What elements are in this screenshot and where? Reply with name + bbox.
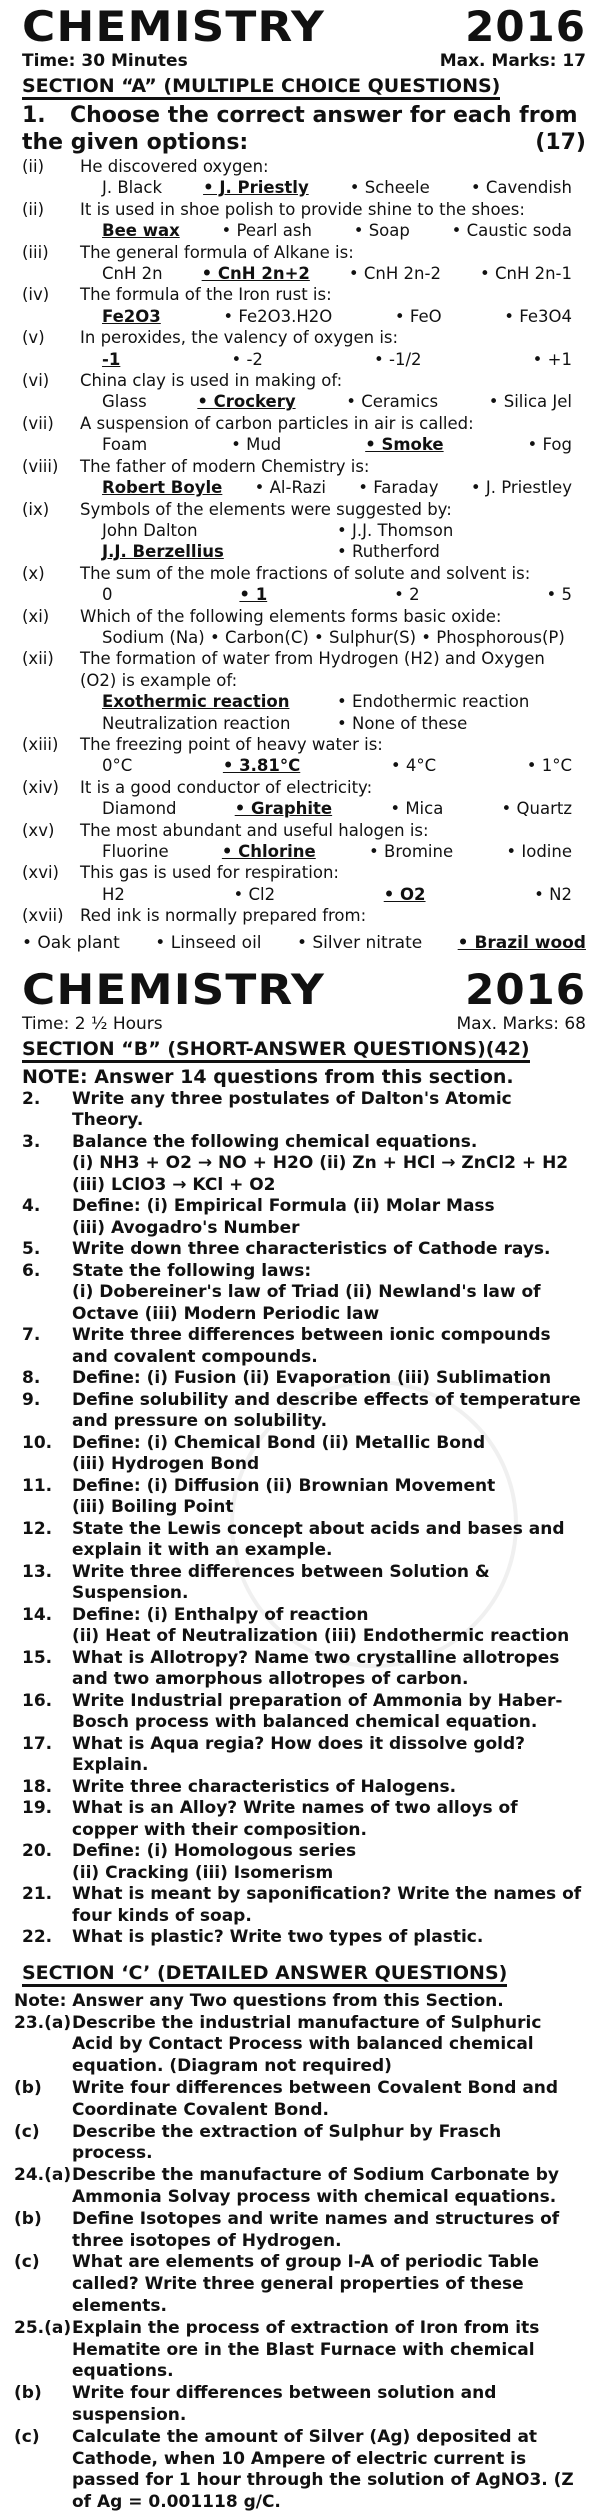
mcq-text: The general formula of Alkane is: bbox=[80, 242, 354, 262]
question-row bbox=[0, 1841, 600, 1863]
mcq-option: Diamond bbox=[102, 799, 177, 819]
mcq-option: • +1 bbox=[532, 349, 572, 369]
paper2-subject: CHEMISTRY bbox=[22, 964, 325, 1014]
question-number: 5. bbox=[22, 1239, 41, 1260]
question-number: (c) bbox=[14, 2426, 40, 2447]
mcq-question bbox=[22, 820, 586, 841]
question-row bbox=[0, 1798, 600, 1841]
mcq-number: (xii) bbox=[22, 649, 54, 669]
mcq-options bbox=[22, 349, 586, 370]
mcq-options bbox=[22, 263, 586, 284]
mcq-option: • Cavendish bbox=[470, 178, 572, 198]
mcq-option: • Fe3O4 bbox=[504, 306, 572, 326]
paper1-subject: CHEMISTRY bbox=[22, 2, 325, 51]
question-text: Write four differences between Covalent Bond and Coordinate Covalent Bond. bbox=[72, 2078, 559, 2120]
question-text: Write down three characteristics of Cathode rays. bbox=[72, 1239, 551, 1260]
mcq-option: • 3.81°C bbox=[222, 756, 301, 776]
question-number: 4. bbox=[22, 1196, 41, 1217]
mcq-option: 0°C bbox=[102, 756, 133, 776]
mcq-option: Fe2O3 bbox=[102, 306, 161, 326]
mcq-option: Fluorine bbox=[102, 842, 169, 861]
mcq-question bbox=[22, 670, 586, 691]
mcq-option: • 1 bbox=[239, 585, 268, 605]
question-text: Write three differences between Solution & Suspension. bbox=[72, 1561, 490, 1604]
question-subpart: (i) Dobereiner's law of Triad (ii) Newland's law of bbox=[72, 1282, 541, 1303]
question-row bbox=[0, 1325, 600, 1368]
mcq-option: • Soap bbox=[353, 221, 410, 241]
mcq-option: • Pearl ash bbox=[221, 221, 312, 241]
mcq-option: • CnH 2n-2 bbox=[348, 264, 441, 284]
question-text: Calculate the amount of Silver (Ag) deposited at Cathode, when 10 Ampere of electric current is passed for 1 hour through the solution of AgNO3. (Z of Ag = 0.001118 g/C. bbox=[72, 2426, 574, 2513]
mcq-option: • Mud bbox=[231, 435, 282, 455]
mcq-text: The formula of the Iron rust is: bbox=[80, 285, 332, 305]
mcq-option: • Faraday bbox=[358, 478, 439, 498]
question-row bbox=[0, 1927, 600, 1949]
mcq-number: (xiii) bbox=[22, 734, 59, 754]
mcq-option: • CnH 2n+2 bbox=[201, 264, 310, 284]
mcq-text: He discovered oxygen: bbox=[80, 157, 269, 176]
mcq-option: • Quartz bbox=[501, 799, 572, 819]
question-text: Define: (i) Empirical Formula (ii) Molar Mass bbox=[72, 1196, 495, 1217]
mcq-options bbox=[22, 177, 586, 198]
question-row bbox=[0, 1734, 600, 1777]
question-subpart: (iii) Hydrogen Bond bbox=[72, 1454, 260, 1475]
question-text: Write three differences between ionic compounds and covalent compounds. bbox=[72, 1325, 551, 1367]
question-number: (b) bbox=[14, 2208, 42, 2229]
question-text: What are elements of group I-A of periodic Table called? Write three general properties of these elements. bbox=[72, 2252, 539, 2316]
mcq-number: (ix) bbox=[22, 499, 50, 519]
mcq-option: • 2 bbox=[394, 585, 420, 605]
mcq-text: The freezing point of heavy water is: bbox=[80, 734, 383, 754]
mcq-option: • FeO bbox=[394, 306, 442, 326]
question-number: 15. bbox=[22, 1647, 53, 1668]
mcq-option: • Bromine bbox=[369, 842, 454, 861]
question-row bbox=[0, 2252, 600, 2317]
mcq-options bbox=[22, 841, 586, 862]
question-text: Define: (i) Chemical Bond (ii) Metallic Bond bbox=[72, 1432, 486, 1453]
mcq-option: Bee wax bbox=[102, 221, 180, 241]
question-row bbox=[0, 1884, 600, 1927]
question-text: Describe the manufacture of Sodium Carbonate by Ammonia Solvay process with chemical equations. bbox=[72, 2165, 559, 2207]
mcq-options bbox=[22, 691, 586, 734]
question-text: What is plastic? Write two types of plastic. bbox=[72, 1927, 484, 1948]
mcq-text: Which of the following elements forms basic oxide: bbox=[80, 606, 502, 626]
question-number: 2. bbox=[22, 1088, 41, 1109]
mcq-option: Robert Boyle bbox=[102, 478, 223, 498]
question-text: Define: (i) Diffusion (ii) Brownian Movement bbox=[72, 1475, 496, 1496]
question-row bbox=[0, 1691, 600, 1734]
mcq-option: • Mica bbox=[390, 799, 444, 819]
question-subpart: (ii) Heat of Neutralization (iii) Endothermic reaction bbox=[72, 1626, 570, 1647]
mcq-option: Glass bbox=[102, 392, 147, 412]
mcq-question bbox=[22, 734, 586, 755]
question-text: Describe the industrial manufacture of Sulphuric Acid by Contact Process with balanced chemical equation. (Diagram not required) bbox=[72, 2012, 542, 2077]
mcq-question bbox=[22, 563, 586, 584]
mcq-option: • Fog bbox=[527, 435, 572, 455]
question-number: 23.(a) bbox=[14, 2012, 72, 2033]
question-row bbox=[0, 1089, 600, 1132]
watermark-seal bbox=[230, 1380, 518, 1668]
q17-options bbox=[0, 927, 600, 953]
question-text: Describe the extraction of Sulphur by Frasch process. bbox=[72, 2121, 502, 2164]
mcq-question bbox=[22, 905, 586, 926]
mcq-text: The father of modern Chemistry is: bbox=[80, 456, 370, 476]
mcq-option: • 5 bbox=[546, 585, 572, 605]
paper2-year: 2016 bbox=[465, 964, 586, 1014]
section-b-note: NOTE: Answer 14 questions from this section. bbox=[22, 1065, 514, 1088]
paper2-meta bbox=[0, 1013, 600, 1035]
mcq-number: (iv) bbox=[22, 285, 50, 305]
question-row bbox=[0, 1239, 600, 1261]
mcq-question bbox=[22, 456, 586, 477]
mcq-text: The sum of the mole fractions of solute and solvent is: bbox=[80, 563, 531, 583]
question-row bbox=[0, 1132, 600, 1154]
question-subpart: (i) NH3 + O2 → NO + H2O (ii) Zn + HCl → ZnCl2 + H2 bbox=[72, 1153, 569, 1174]
mcq-number: (xvii) bbox=[22, 906, 64, 926]
mcq-option: • -1/2 bbox=[374, 349, 422, 369]
mcq-question bbox=[22, 499, 586, 520]
question-text: Write Industrial preparation of Ammonia by Haber-Bosch process with balanced chemical equation. bbox=[72, 1690, 563, 1733]
mcq-question bbox=[22, 413, 586, 434]
mcq-option: • O2 bbox=[383, 884, 426, 904]
mcq-question bbox=[22, 862, 586, 883]
question-text: Balance the following chemical equations. bbox=[72, 1131, 478, 1152]
mcq-options bbox=[22, 584, 586, 605]
mcq-number: (ii) bbox=[22, 199, 45, 219]
mcq-options bbox=[22, 755, 586, 776]
section-c-note: Note: Answer any Two questions from this Section. bbox=[14, 1990, 504, 2011]
mcq-option: J. Black bbox=[102, 178, 162, 198]
section-c-questions bbox=[0, 2013, 600, 2514]
mcq-question bbox=[22, 156, 586, 177]
mcq-text: China clay is used in making of: bbox=[80, 371, 343, 391]
mcq-option: 0 bbox=[102, 585, 113, 605]
question-row bbox=[0, 1196, 600, 1218]
mcq-options bbox=[22, 477, 586, 498]
mcq-option: • J.J. Thomson bbox=[337, 520, 454, 540]
mcq-options bbox=[22, 520, 586, 563]
question-text: Write four differences between solution and suspension. bbox=[72, 2383, 497, 2425]
mcq-option: • Ceramics bbox=[346, 392, 439, 412]
mcq-option: • Silver nitrate bbox=[296, 932, 423, 953]
question-row bbox=[0, 1777, 600, 1799]
mcq-option: • None of these bbox=[337, 713, 468, 733]
paper1-time: Time: 30 Minutes bbox=[22, 51, 188, 71]
mcq-option: • Scheele bbox=[349, 178, 430, 198]
mcq-number: (xvi) bbox=[22, 863, 59, 883]
paper1-header bbox=[0, 4, 600, 50]
mcq-question bbox=[22, 199, 586, 220]
mcq-number: (viii) bbox=[22, 456, 59, 476]
mcq-option: • J. Priestly bbox=[203, 178, 309, 198]
mcq-text: This gas is used for respiration: bbox=[80, 863, 339, 883]
mcq-list bbox=[0, 156, 600, 927]
question-text: What is Aqua regia? How does it dissolve gold? Explain. bbox=[72, 1733, 526, 1776]
question-number: 8. bbox=[22, 1368, 41, 1389]
question-number: 12. bbox=[22, 1518, 53, 1539]
question-number: (c) bbox=[14, 2121, 40, 2142]
section-b-title: SECTION “B” (SHORT-ANSWER QUESTIONS)(42) bbox=[22, 1037, 600, 1061]
paper1-meta bbox=[0, 50, 600, 72]
paper1-marks: Max. Marks: 17 bbox=[439, 51, 586, 71]
mcq-question bbox=[22, 370, 586, 391]
mcq-option: • Chlorine bbox=[221, 842, 316, 861]
mcq-text: Red ink is normally prepared from: bbox=[80, 906, 367, 926]
mcq-option: • N2 bbox=[534, 884, 572, 904]
question-subpart: (iii) Avogadro's Number bbox=[72, 1217, 300, 1238]
mcq-options bbox=[22, 884, 586, 905]
question-number: 19. bbox=[22, 1798, 53, 1819]
question-number: (c) bbox=[14, 2252, 40, 2273]
mcq-option: CnH 2n bbox=[102, 264, 163, 284]
question-number: 20. bbox=[22, 1841, 53, 1862]
question-number: 6. bbox=[22, 1260, 41, 1281]
mcq-option: • CnH 2n-1 bbox=[479, 264, 572, 284]
question-number: 7. bbox=[22, 1325, 41, 1346]
mcq-options bbox=[22, 391, 586, 412]
question-1: 1. Choose the correct answer for each from the given options: (17) bbox=[22, 103, 586, 155]
question-number: 24.(a) bbox=[14, 2165, 72, 2186]
mcq-option: • Crockery bbox=[197, 392, 296, 412]
mcq-text: It is a good conductor of electricity: bbox=[80, 777, 373, 797]
paper2-header bbox=[0, 964, 600, 1014]
question-number: 25.(a) bbox=[14, 2317, 72, 2338]
question-row bbox=[0, 1368, 600, 1390]
section-c-title: SECTION ‘C’ (DETAILED ANSWER QUESTIONS) bbox=[22, 1961, 600, 1985]
mcq-text: It is used in shoe polish to provide shine to the shoes: bbox=[80, 199, 525, 219]
mcq-number: (ii) bbox=[22, 157, 45, 176]
question-row bbox=[0, 2383, 600, 2427]
paper2-time: Time: 2 ½ Hours bbox=[22, 1013, 163, 1034]
mcq-text: Symbols of the elements were suggested by: bbox=[80, 499, 452, 519]
mcq-options bbox=[22, 798, 586, 819]
mcq-number: (xiv) bbox=[22, 777, 59, 797]
question-number: 3. bbox=[22, 1131, 41, 1152]
question-text: Define Isotopes and write names and structures of three isotopes of Hydrogen. bbox=[72, 2208, 560, 2251]
mcq-option: -1 bbox=[102, 349, 121, 369]
mcq-option: H2 bbox=[102, 884, 125, 904]
question-text: Write any three postulates of Dalton's Atomic Theory. bbox=[72, 1088, 512, 1131]
question-row bbox=[0, 1261, 600, 1283]
mcq-text: The formation of water from Hydrogen (H2) and Oxygen bbox=[80, 649, 545, 669]
mcq-question bbox=[22, 606, 586, 627]
question-subpart: (iii) Boiling Point bbox=[72, 1497, 234, 1518]
mcq-number: (vii) bbox=[22, 413, 54, 433]
question-text: Define: (i) Enthalpy of reaction bbox=[72, 1604, 369, 1625]
mcq-number: (iii) bbox=[22, 242, 49, 262]
paper1-year: 2016 bbox=[465, 2, 586, 51]
mcq-option: John Dalton bbox=[102, 520, 198, 540]
mcq-option: • Rutherford bbox=[337, 542, 440, 562]
question-row bbox=[0, 2209, 600, 2253]
mcq-option: • 1°C bbox=[526, 756, 572, 776]
question-text: State the Lewis concept about acids and bases and explain it with an example. bbox=[72, 1518, 565, 1561]
mcq-option: • Cl2 bbox=[233, 884, 276, 904]
question-row bbox=[0, 2165, 600, 2209]
mcq-options: Sodium (Na) • Carbon(C) • Sulphur(S) • Phosphorous(P) bbox=[102, 627, 565, 647]
section-a-title: SECTION “A” (MULTIPLE CHOICE QUESTIONS) bbox=[22, 74, 600, 98]
question-number: 18. bbox=[22, 1776, 53, 1797]
mcq-option: • Al-Razi bbox=[254, 478, 326, 498]
mcq-number: (xi) bbox=[22, 606, 50, 626]
question-text: Define: (i) Fusion (ii) Evaporation (iii) Sublimation bbox=[72, 1368, 552, 1389]
question-number: 22. bbox=[22, 1927, 53, 1948]
question-text: Explain the process of extraction of Iron from its Hematite ore in the Blast Furnace with chemical equations. bbox=[72, 2317, 540, 2382]
mcq-option: • Graphite bbox=[234, 799, 333, 819]
mcq-question bbox=[22, 284, 586, 305]
question-number: 21. bbox=[22, 1884, 53, 1905]
mcq-text: A suspension of carbon particles in air is called: bbox=[80, 413, 474, 433]
question-number: 13. bbox=[22, 1561, 53, 1582]
question-text: What is an Alloy? Write names of two alloys of copper with their composition. bbox=[72, 1798, 518, 1840]
question-text: What is Allotropy? Name two crystalline allotropes and two amorphous allotropes of carbon. bbox=[72, 1647, 560, 1690]
question-row bbox=[0, 2013, 600, 2078]
mcq-number: (x) bbox=[22, 563, 45, 583]
question-number: 14. bbox=[22, 1604, 53, 1625]
mcq-question bbox=[22, 777, 586, 798]
question-number: 10. bbox=[22, 1432, 53, 1453]
question-row bbox=[0, 1648, 600, 1691]
mcq-option: • Smoke bbox=[365, 435, 444, 455]
mcq-option: • Linseed oil bbox=[155, 932, 262, 953]
question-text: Write three characteristics of Halogens. bbox=[72, 1776, 457, 1797]
question-text: Define solubility and describe effects of temperature and pressure on solubility. bbox=[72, 1389, 581, 1432]
question-number: 11. bbox=[22, 1475, 53, 1496]
mcq-option: • Fe2O3.H2O bbox=[223, 306, 333, 326]
question-row bbox=[0, 2078, 600, 2122]
question-row bbox=[0, 2427, 600, 2514]
mcq-options bbox=[22, 220, 586, 241]
mcq-option: Foam bbox=[102, 435, 148, 455]
question-subpart: (iii) LClO3 → KCl + O2 bbox=[72, 1174, 276, 1195]
question-number: 16. bbox=[22, 1690, 53, 1711]
mcq-number bbox=[22, 670, 80, 691]
question-number: (b) bbox=[14, 2383, 42, 2404]
mcq-option: • Silica Jel bbox=[488, 392, 572, 412]
mcq-option: • J. Priestley bbox=[470, 478, 572, 498]
mcq-question bbox=[22, 327, 586, 348]
mcq-option: • Iodine bbox=[506, 842, 572, 861]
mcq-options bbox=[22, 434, 586, 455]
mcq-option: Exothermic reaction bbox=[102, 692, 290, 712]
mcq-option: • Brazil wood bbox=[457, 932, 586, 953]
mcq-option: J.J. Berzellius bbox=[102, 542, 224, 562]
mcq-number: (vi) bbox=[22, 371, 50, 391]
question-number: (b) bbox=[14, 2078, 42, 2099]
mcq-text: (O2) is example of: bbox=[80, 670, 238, 690]
question-number: 9. bbox=[22, 1389, 41, 1410]
mcq-question bbox=[22, 242, 586, 263]
question-row bbox=[0, 2318, 600, 2383]
question-subpart: Octave (iii) Modern Periodic law bbox=[72, 1303, 380, 1324]
question-text: What is meant by saponification? Write the names of four kinds of soap. bbox=[72, 1884, 582, 1926]
mcq-option: • 4°C bbox=[390, 756, 437, 776]
mcq-options bbox=[22, 306, 586, 327]
mcq-text: In peroxides, the valency of oxygen is: bbox=[80, 328, 399, 348]
mcq-number: (v) bbox=[22, 328, 45, 348]
question-text: State the following laws: bbox=[72, 1260, 312, 1281]
question-row bbox=[0, 2122, 600, 2166]
question-subpart: (ii) Cracking (iii) Isomerism bbox=[72, 1862, 334, 1883]
mcq-option: • -2 bbox=[231, 349, 263, 369]
mcq-option: • Endothermic reaction bbox=[337, 692, 530, 712]
question-text: Define: (i) Homologous series bbox=[72, 1841, 357, 1862]
mcq-option: Neutralization reaction bbox=[102, 713, 291, 733]
mcq-option: • Caustic soda bbox=[451, 221, 572, 241]
mcq-number: (xv) bbox=[22, 820, 55, 840]
mcq-text: The most abundant and useful halogen is: bbox=[80, 820, 429, 840]
paper2-marks: Max. Marks: 68 bbox=[456, 1013, 586, 1034]
question-number: 17. bbox=[22, 1733, 53, 1754]
mcq-question bbox=[22, 648, 586, 669]
mcq-option: • Oak plant bbox=[22, 932, 120, 953]
